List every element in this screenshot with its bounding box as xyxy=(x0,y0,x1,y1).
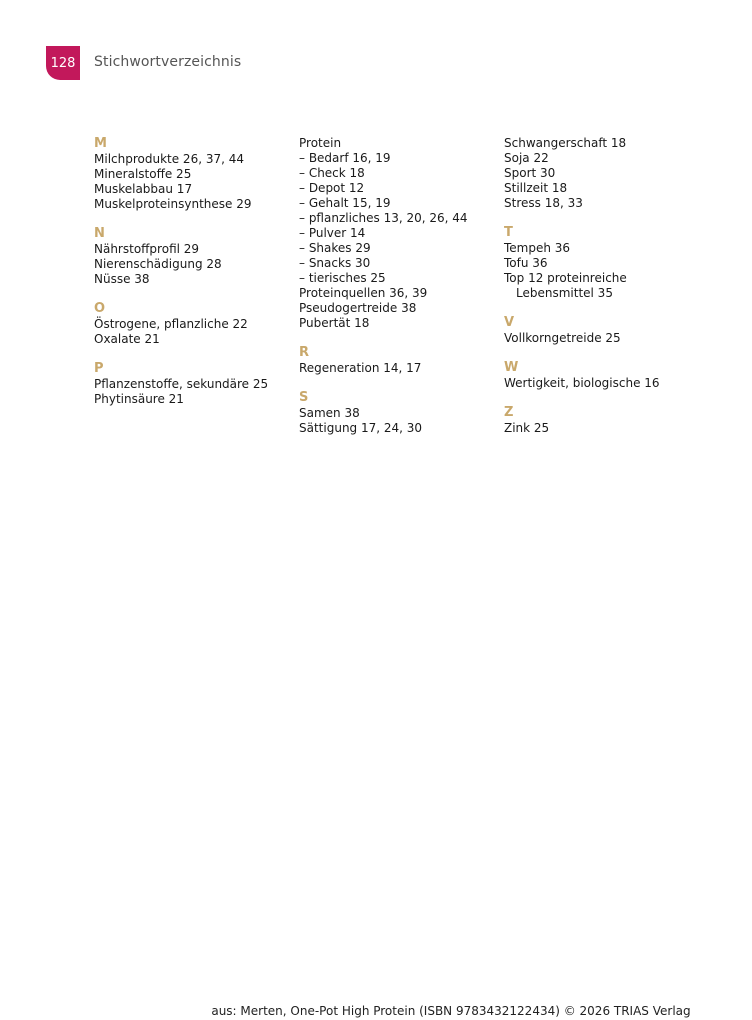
index-letter: S xyxy=(299,390,309,405)
index-entry: Stress 18, 33 xyxy=(504,196,583,210)
index-column-1 xyxy=(94,136,294,407)
index-entry: Mineralstoffe 25 xyxy=(94,167,192,181)
index-column-3 xyxy=(504,136,724,436)
index-group-protein xyxy=(299,136,499,331)
index-letter: N xyxy=(94,226,105,241)
index-group-o xyxy=(94,301,294,347)
index-subentry: – tierisches 25 xyxy=(299,271,386,285)
page-number-badge: 128 xyxy=(46,46,80,80)
index-subentry: – Bedarf 16, 19 xyxy=(299,151,391,165)
index-entry: Pseudogertreide 38 xyxy=(299,301,417,315)
index-group-v xyxy=(504,315,724,346)
index-entry: Protein xyxy=(299,136,342,150)
index-entry: Sport 30 xyxy=(504,166,556,180)
index-entry: Pflanzenstoffe, sekundäre 25 xyxy=(94,377,269,391)
index-entry: Schwangerschaft 18 xyxy=(504,136,627,150)
index-entry: Östrogene, pflanzliche 22 xyxy=(94,317,248,331)
running-head-title: Stichwortverzeichnis xyxy=(94,54,242,70)
index-entry: Soja 22 xyxy=(504,151,549,165)
index-group-z xyxy=(504,405,724,436)
index-column-2 xyxy=(299,136,499,436)
index-letter: W xyxy=(504,360,519,375)
index-entry: Pubertät 18 xyxy=(299,316,370,330)
index-group-s-continued xyxy=(504,136,724,211)
index-letter: P xyxy=(94,361,104,376)
index-group-r xyxy=(299,345,499,376)
index-entry: Tofu 36 xyxy=(504,256,548,270)
index-subentry: – pflanzliches 13, 20, 26, 44 xyxy=(299,211,468,225)
index-entry: Sättigung 17, 24, 30 xyxy=(299,421,423,435)
index-entry: Top 12 proteinreiche xyxy=(504,271,627,285)
index-entry: Wertigkeit, biologische 16 xyxy=(504,376,660,390)
index-group-t xyxy=(504,225,724,301)
index-entry: Stillzeit 18 xyxy=(504,181,568,195)
index-entry: Samen 38 xyxy=(299,406,360,420)
index-subentry: – Shakes 29 xyxy=(299,241,371,255)
index-letter: T xyxy=(504,225,513,240)
index-group-w xyxy=(504,360,724,391)
index-subentry: – Depot 12 xyxy=(299,181,365,195)
source-citation: aus: Merten, One-Pot High Protein (ISBN 9783432122434) © 2026 TRIAS Verlag xyxy=(211,1004,691,1018)
index-entry: Nährstoffprofil 29 xyxy=(94,242,200,256)
index-group-n xyxy=(94,226,294,287)
index-entry: Muskelproteinsynthese 29 xyxy=(94,197,252,211)
index-letter: M xyxy=(94,136,107,151)
index-subentry: – Snacks 30 xyxy=(299,256,371,270)
index-group-m xyxy=(94,136,294,212)
index-subentry: – Pulver 14 xyxy=(299,226,366,240)
index-entry-continuation: Lebensmittel 35 xyxy=(516,286,613,300)
index-letter: O xyxy=(94,301,106,316)
index-letter: R xyxy=(299,345,310,360)
index-letter: Z xyxy=(504,405,514,420)
index-entry: Zink 25 xyxy=(504,421,550,435)
index-group-p xyxy=(94,361,294,407)
index-entry: Muskelabbau 17 xyxy=(94,182,193,196)
index-entry: Proteinquellen 36, 39 xyxy=(299,286,428,300)
index-entry: Regeneration 14, 17 xyxy=(299,361,422,375)
index-entry: Nierenschädigung 28 xyxy=(94,257,222,271)
source-footer xyxy=(0,1004,752,1018)
index-entry: Vollkorngetreide 25 xyxy=(504,331,621,345)
index-subentry: – Check 18 xyxy=(299,166,365,180)
index-letter: V xyxy=(504,315,515,330)
index-subentry: – Gehalt 15, 19 xyxy=(299,196,391,210)
index-entry: Nüsse 38 xyxy=(94,272,150,286)
index-entry: Milchprodukte 26, 37, 44 xyxy=(94,152,244,166)
index-entry: Phytinsäure 21 xyxy=(94,392,184,406)
index-entry: Tempeh 36 xyxy=(504,241,571,255)
index-group-s xyxy=(299,390,499,436)
index-entry: Oxalate 21 xyxy=(94,332,160,346)
